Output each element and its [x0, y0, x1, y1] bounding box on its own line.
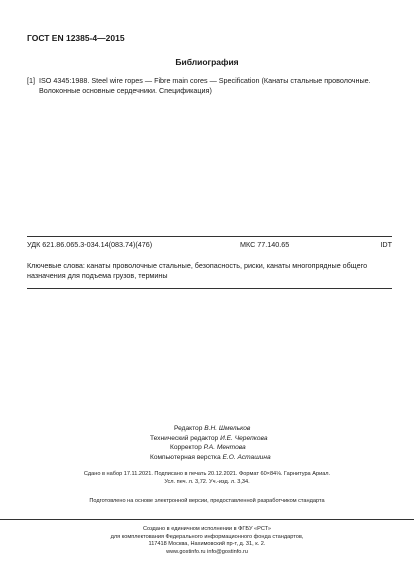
editor-role: Редактор — [174, 425, 203, 432]
classification-row — [27, 240, 392, 251]
tech-editor-name: И.Е. Черепкова — [220, 434, 268, 442]
udk-code: УДК 621.86.065.3-034.14(083.74)(476) — [27, 240, 153, 249]
layout-name: Е.О. Асташина — [222, 453, 271, 461]
keywords: Ключевые слова: канаты проволочные стальные, безопасность, риски, канаты многопрядные общего назначения для подъема грузов, термины — [27, 261, 368, 280]
bibliography-entry-text: ISO 4345:1988. Steel wire ropes — Fibre main cores — Specification (Канаты стальные проволочные. Волоконные основные сердечники. Спецификация) — [39, 76, 371, 95]
imprint-line-1: Создано в единичном исполнении в ФГБУ «РСТ» — [143, 526, 271, 532]
tech-editor-role: Технический редактор — [150, 434, 219, 442]
publisher-imprint — [0, 526, 414, 556]
proofreader-role: Корректор — [170, 444, 202, 451]
print-info-line-3: Подготовлено на основе электронной версии, предоставленной разработчиком стандарта — [89, 498, 325, 504]
editor-line — [150, 424, 271, 434]
imprint-line-3: 117418 Москва, Нахимовский пр-т, д. 31, к. 2. — [148, 541, 266, 547]
bibliography-entry-number: [1] — [27, 76, 35, 85]
top-divider — [27, 236, 392, 237]
proofreader-line — [150, 443, 271, 453]
editorial-staff — [150, 424, 271, 462]
document-code: ГОСТ EN 12385-4—2015 — [27, 33, 125, 43]
bibliography-heading: Библиография — [175, 57, 239, 67]
tech-editor-line — [150, 434, 271, 444]
imprint-divider — [0, 519, 414, 520]
imprint-line-2: для комплектования Федерального информационного фонда стандартов, — [110, 533, 304, 540]
editor-name: В.Н. Шмельков — [204, 425, 251, 432]
layout-role: Компьютерная верстка — [150, 453, 221, 461]
idt-label: IDT — [380, 240, 392, 249]
imprint-line-4: www.gostinfo.ru info@gostinfo.ru — [166, 548, 248, 555]
bottom-divider — [27, 288, 392, 289]
bibliography-entry — [27, 76, 392, 96]
mks-code: МКС 77.140.65 — [240, 240, 290, 249]
print-info-line-2: Усл. печ. л. 3,72. Уч.-изд. л. 3,34. — [164, 479, 250, 485]
proofreader-name: Р.А. Ментова — [203, 444, 246, 451]
print-info-line-1: Сдано в набор 17.11.2021. Подписано в печать 20.12.2021. Формат 60×84⅛. Гарнитура Ариал. — [83, 471, 331, 477]
layout-line — [150, 453, 271, 463]
